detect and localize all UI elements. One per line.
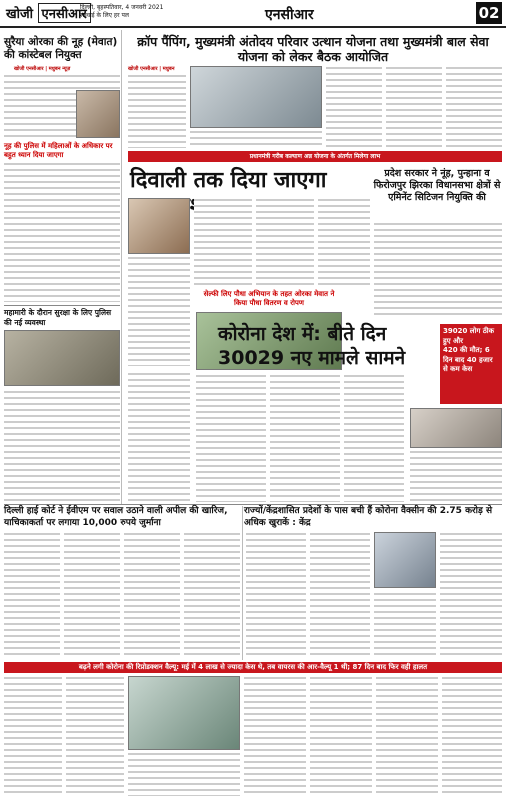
corona-stat-deaths: 420 की मौत; 6 (443, 346, 490, 354)
corona-col-5 (410, 450, 502, 502)
ration-col-2 (194, 198, 252, 286)
vaccine-col-4 (440, 532, 502, 658)
corona-photo (410, 408, 502, 448)
top-story-headline: क्रॉप पैंपिंग, मुख्यमंत्री अंतोदय परिवार उत्थान योजना तथा मुख्यमंत्री बाल सेवा योजना को लेकर बैठक आयोजित (137, 34, 489, 64)
delhi-col-2 (64, 532, 120, 658)
delhi-col-3 (124, 532, 180, 658)
bottom-col-1 (4, 676, 62, 796)
vaccine-col-2 (310, 532, 370, 658)
constable-photo (76, 90, 120, 138)
corona-col-1 (128, 372, 190, 502)
bottom-col-7 (442, 676, 502, 796)
delhi-col-1 (4, 532, 60, 658)
corona-stat-trend: दिन बाद 40 हजार से कम केस (443, 355, 493, 373)
ration-headline: दिवाली तक दिया जाएगा (130, 168, 327, 193)
section-divider (4, 504, 502, 505)
tagline: सच्चाई के लिए हर पल (80, 12, 129, 19)
bottom-col-4 (244, 676, 306, 796)
brand-name: खोजी (6, 7, 34, 22)
date-line (80, 4, 180, 20)
meeting-photo (190, 66, 322, 128)
testing-photo (128, 676, 240, 750)
ration-col-4 (318, 198, 370, 286)
page-number: 02 (476, 2, 502, 24)
ration-col-1 (128, 256, 190, 366)
eminent-headline: प्रदेश सरकार ने नूंह, पुन्हाना व फिरोजपुर झिरका विधानसभा क्षेत्रों से एमिनेंट सिटिजन नियुक्ति की (373, 168, 501, 203)
bottom-col-5 (310, 676, 372, 796)
issue-date: दिल्ली, बृहस्पतिवार, 4 जनवरी 2021 (80, 4, 164, 11)
plantation-headline: सेल्फी लिए पौधा अभियान के तहत ओरका मेवात ने किया पौधा वितरण व रोपण (203, 290, 335, 307)
divider (4, 305, 120, 306)
eminent-story-body (374, 222, 502, 318)
section-title: एनसीआर (265, 7, 314, 23)
bottom-banner: बढ़ने लगी कोरोना की रिप्रोडक्शन वैल्यू: मई में 4 लाख से ज्यादा केस थे, तब वायरस की आर-वैल्यू 1 थी; 87 दिन बाद फिर वही हालत (4, 662, 502, 673)
bottom-col-3 (128, 752, 240, 796)
masthead (0, 0, 506, 28)
top-story-col-1 (128, 74, 186, 148)
top-story-byline: खोजी एनसीआर | मधुबन (128, 66, 175, 72)
column-divider (242, 506, 243, 660)
ration-col-3 (256, 198, 314, 286)
delhi-hc-headline: दिल्ली हाई कोर्ट ने ईवीएम पर सवाल उठाने वाली अपील की खारिज, याचिकाकर्ता पर लगाया 10,000 रुपये जुर्माना (4, 506, 228, 528)
police-photo (4, 330, 120, 386)
corona-col-3 (270, 374, 340, 502)
vaccine-photo (374, 532, 436, 588)
top-story-caption (190, 130, 322, 148)
brand-box: एनसीआर (38, 3, 91, 23)
vaccine-col-3 (374, 592, 436, 658)
top-story-col-2 (326, 66, 382, 148)
left-column (4, 30, 122, 505)
bottom-col-2 (66, 676, 124, 796)
top-story-col-4 (446, 66, 502, 148)
corona-headline: कोरोना देश में: बीते दिन 30029 नए मामले सामने (218, 323, 406, 369)
corona-col-4 (344, 374, 404, 502)
left-story-byline: खोजी एनसीआर | मधुबन न्यूज़ (14, 66, 71, 72)
corona-stat-recovered: 39020 लोग ठीक हुए और (443, 327, 494, 345)
left-story-headline: सुरैया ओरका की नूह (मेवात) की कांस्टेबल नियुक्त (4, 36, 118, 61)
pm-photo (128, 198, 190, 254)
safety-headline: महामारी के दौरान सुरक्षा के लिए पुलिस की नई व्यवस्था (4, 308, 112, 327)
women-headline: नूह की पुलिस में महिलाओं के अधिकार पर बहुत ध्यान दिया जाएगा (4, 142, 113, 159)
vaccine-headline: राज्यों/केंद्रशासित प्रदेशों के पास बची हैं कोरोना वैक्सीन की 2.75 करोड़ से अधिक खुराकें : केंद्र (244, 506, 493, 528)
corona-stats-box (440, 324, 502, 404)
safety-story-body (4, 390, 120, 502)
corona-col-2 (196, 374, 266, 502)
brand-logo (6, 3, 91, 23)
ration-red-banner: प्रधानमंत्री गरीब कल्याण अन्न योजना के अंतर्गत मिलेगा लाभ (128, 151, 502, 162)
top-story-col-3 (386, 66, 442, 148)
vaccine-col-1 (246, 532, 306, 658)
bottom-col-6 (376, 676, 438, 796)
delhi-col-4 (184, 532, 240, 658)
women-story-body (4, 162, 120, 302)
